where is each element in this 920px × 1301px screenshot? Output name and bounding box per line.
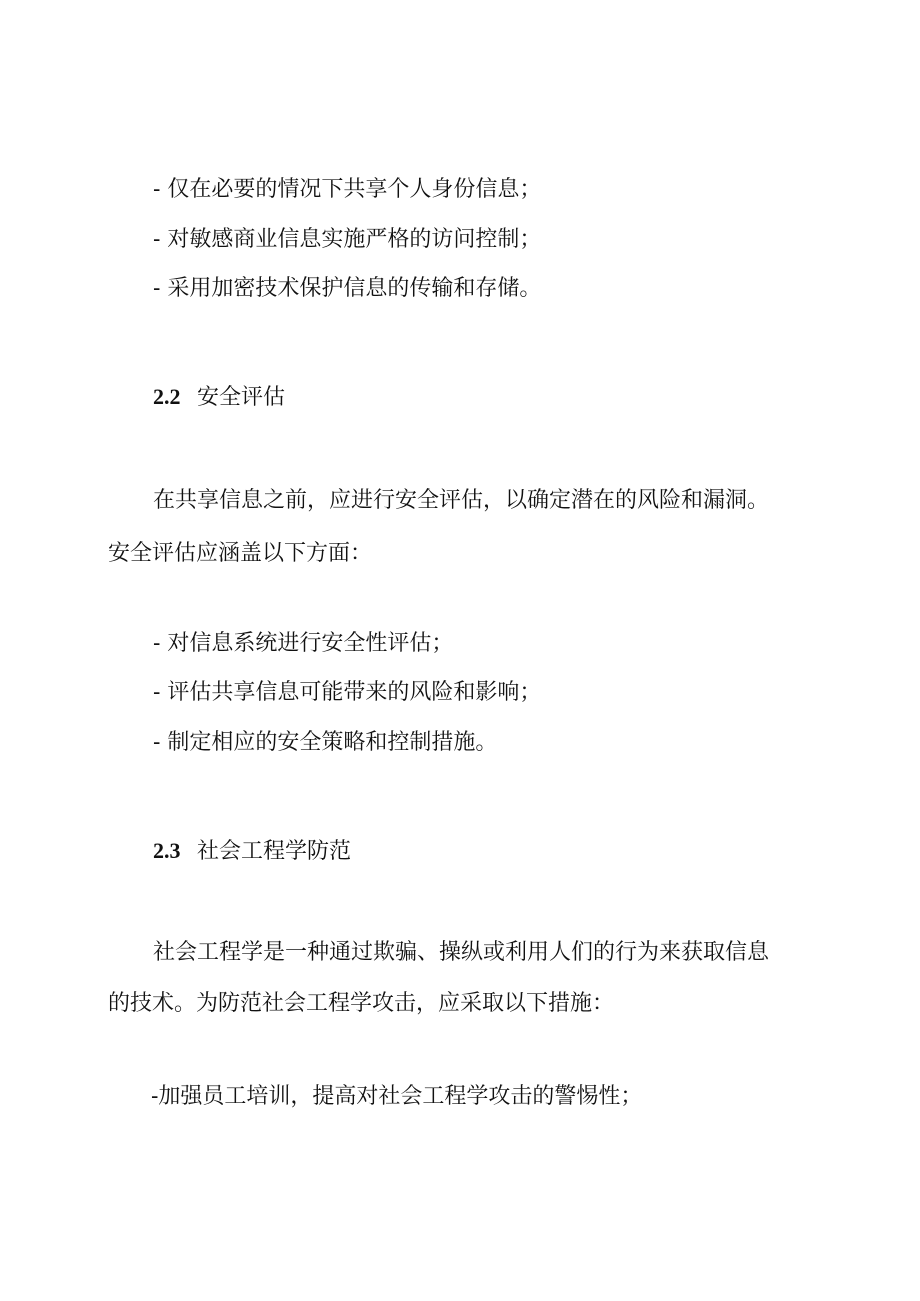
bullet-security-policy: - 制定相应的安全策略和控制措施。 — [153, 730, 498, 755]
section-2-3-number: 2.3 — [153, 838, 181, 863]
bullet-staff-training: -加强员工培训，提高对社会工程学攻击的警惕性； — [151, 1084, 643, 1109]
section-2-3-heading — [153, 837, 351, 866]
section-2-2-number: 2.2 — [153, 384, 181, 409]
bullet-access-control: - 对敏感商业信息实施严格的访问控制； — [153, 227, 542, 252]
section-2-3-paragraph-line-2: 的技术。为防范社会工程学攻击，应采取以下措施： — [108, 991, 615, 1016]
section-2-2-paragraph-line-1: 在共享信息之前，应进行安全评估，以确定潜在的风险和漏洞。 — [153, 488, 770, 513]
section-2-3-title: 社会工程学防范 — [197, 839, 352, 864]
bullet-system-assessment: - 对信息系统进行安全性评估； — [153, 631, 454, 656]
section-2-3-paragraph-line-1: 社会工程学是一种通过欺骗、操纵或利用人们的行为来获取信息 — [153, 940, 770, 965]
section-2-2-paragraph-line-2: 安全评估应涵盖以下方面： — [108, 541, 373, 566]
bullet-encryption: - 采用加密技术保护信息的传输和存储。 — [153, 276, 542, 301]
bullet-risk-assessment: - 评估共享信息可能带来的风险和影响； — [153, 680, 542, 705]
section-2-2-heading — [153, 383, 285, 412]
bullet-share-personal-info: - 仅在必要的情况下共享个人身份信息； — [153, 177, 542, 202]
section-2-2-title: 安全评估 — [197, 385, 286, 410]
